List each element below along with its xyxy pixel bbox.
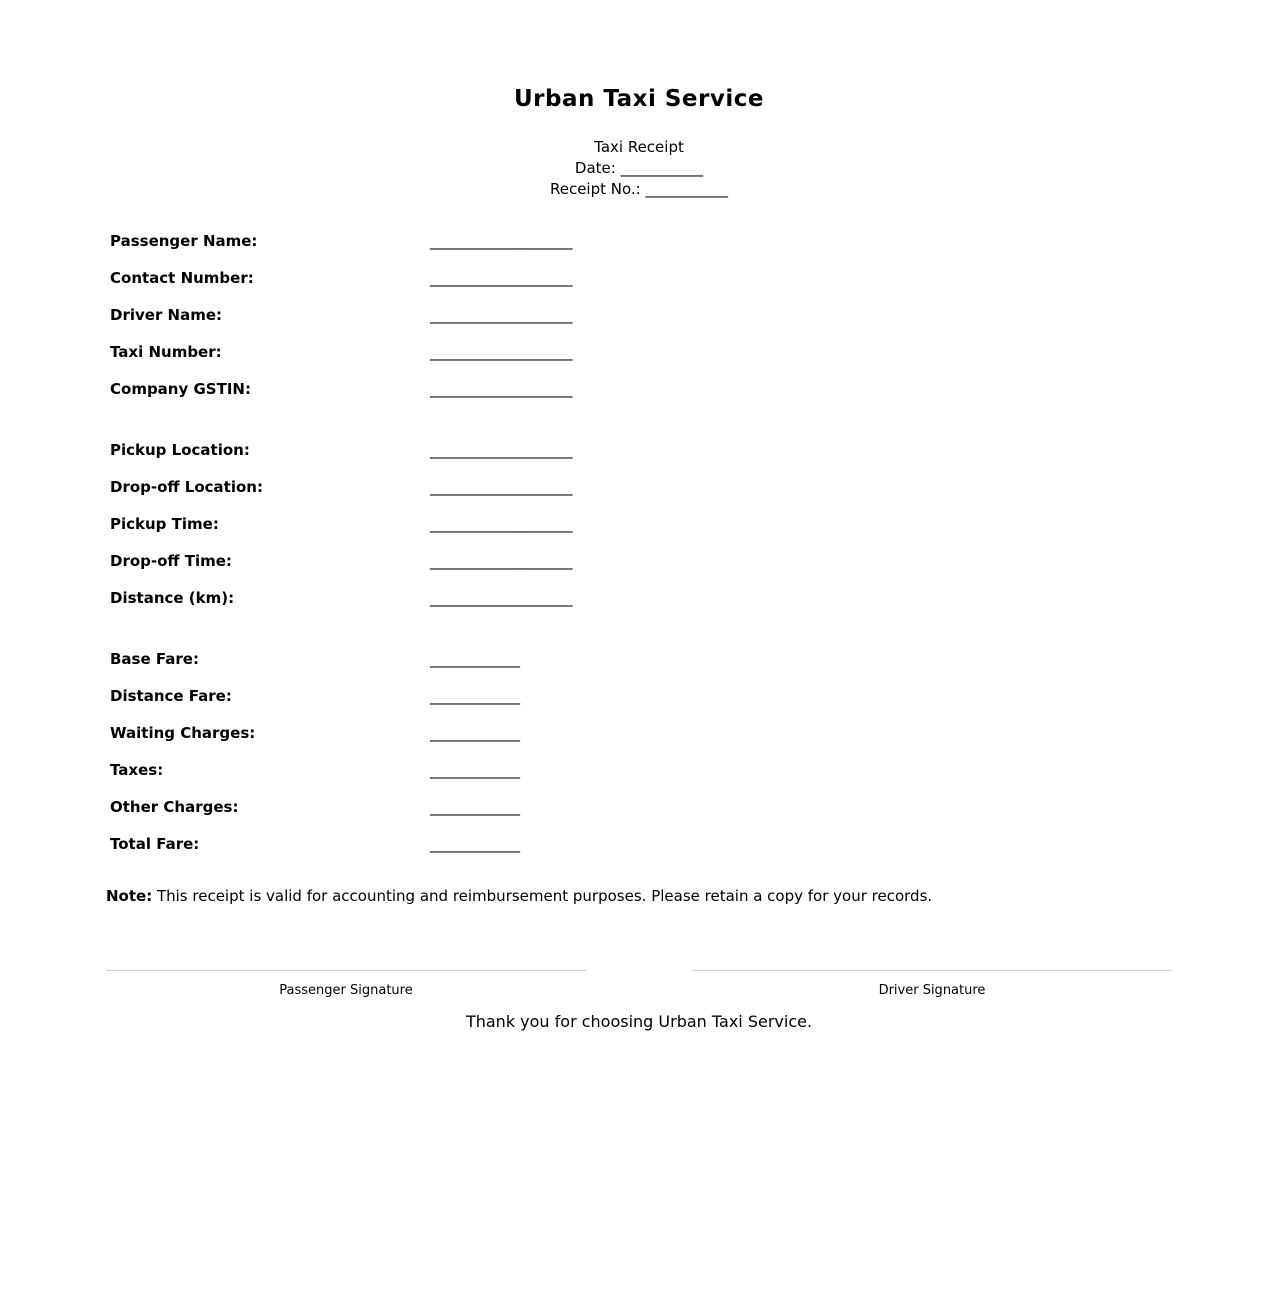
field-label: Taxi Number: — [110, 343, 222, 361]
total-fare-label: Total Fare: — [110, 835, 200, 853]
fill-in-blank: ___________________ — [430, 343, 573, 361]
thank-you-message: Thank you for choosing Urban Taxi Service. — [465, 1012, 813, 1031]
other-charges-row — [110, 798, 810, 835]
passenger-name-row — [110, 232, 810, 269]
driver-signature-label: Driver Signature — [878, 983, 986, 998]
total-fare-row — [110, 835, 810, 872]
taxes-row — [110, 761, 810, 798]
distance-row — [110, 589, 810, 626]
fill-in-blank: ___________________ — [430, 306, 573, 324]
passenger-signature-line — [106, 970, 586, 971]
passenger-signature-label: Passenger Signature — [279, 983, 413, 998]
field-label: Pickup Location: — [110, 441, 250, 459]
field-label: Distance (km): — [110, 589, 235, 607]
receipt-subheader — [106, 137, 1172, 200]
fill-in-blank: ____________ — [430, 687, 520, 705]
trip-details-section — [110, 441, 810, 626]
driver-signature-line — [692, 970, 1172, 971]
field-label: Other Charges: — [110, 798, 239, 816]
document-type: Taxi Receipt — [594, 138, 684, 156]
fare-breakdown-section — [110, 650, 810, 872]
fill-in-blank: ___________________ — [430, 515, 573, 533]
distance-fare-row — [110, 687, 810, 724]
fill-in-blank: ___________________ — [430, 232, 573, 250]
fill-in-blank: ____________ — [430, 650, 520, 668]
fill-in-blank: ___________________ — [430, 380, 573, 398]
receipt-number-line: Receipt No.: ___________ — [549, 180, 728, 198]
fill-in-blank: ____________ — [430, 798, 520, 816]
field-label: Waiting Charges: — [110, 724, 256, 742]
fill-in-blank: ____________ — [430, 761, 520, 779]
driver-name-row — [110, 306, 810, 343]
fill-in-blank: ___________________ — [430, 478, 573, 496]
fill-in-blank: ___________________ — [430, 269, 573, 287]
waiting-charges-row — [110, 724, 810, 761]
field-label: Base Fare: — [110, 650, 199, 668]
fill-in-blank: ____________ — [430, 724, 520, 742]
company-gstin-row — [110, 380, 810, 417]
receipt-note — [106, 887, 1172, 905]
fill-in-blank: ____________ — [430, 835, 520, 853]
field-label: Drop-off Location: — [110, 478, 263, 496]
pickup-time-row — [110, 515, 810, 552]
fill-in-blank: ___________________ — [430, 552, 573, 570]
company-title: Urban Taxi Service — [514, 86, 764, 112]
field-label: Taxes: — [110, 761, 164, 779]
field-label: Distance Fare: — [110, 687, 232, 705]
dropoff-time-row — [110, 552, 810, 589]
fill-in-blank: ___________________ — [430, 589, 573, 607]
field-label: Pickup Time: — [110, 515, 219, 533]
pickup-location-row — [110, 441, 810, 478]
field-label: Company GSTIN: — [110, 380, 251, 398]
field-label: Contact Number: — [110, 269, 254, 287]
contact-number-row — [110, 269, 810, 306]
dropoff-location-row — [110, 478, 810, 515]
field-label: Passenger Name: — [110, 232, 258, 250]
note-prefix: Note: — [106, 887, 153, 905]
base-fare-row — [110, 650, 810, 687]
fill-in-blank: ___________________ — [430, 441, 573, 459]
field-label: Driver Name: — [110, 306, 223, 324]
date-line: Date: ___________ — [574, 159, 704, 177]
field-label: Drop-off Time: — [110, 552, 232, 570]
note-text: This receipt is valid for accounting and reimbursement purposes. Please retain a copy for your records. — [152, 887, 933, 905]
taxi-number-row — [110, 343, 810, 380]
passenger-details-section — [110, 232, 810, 417]
